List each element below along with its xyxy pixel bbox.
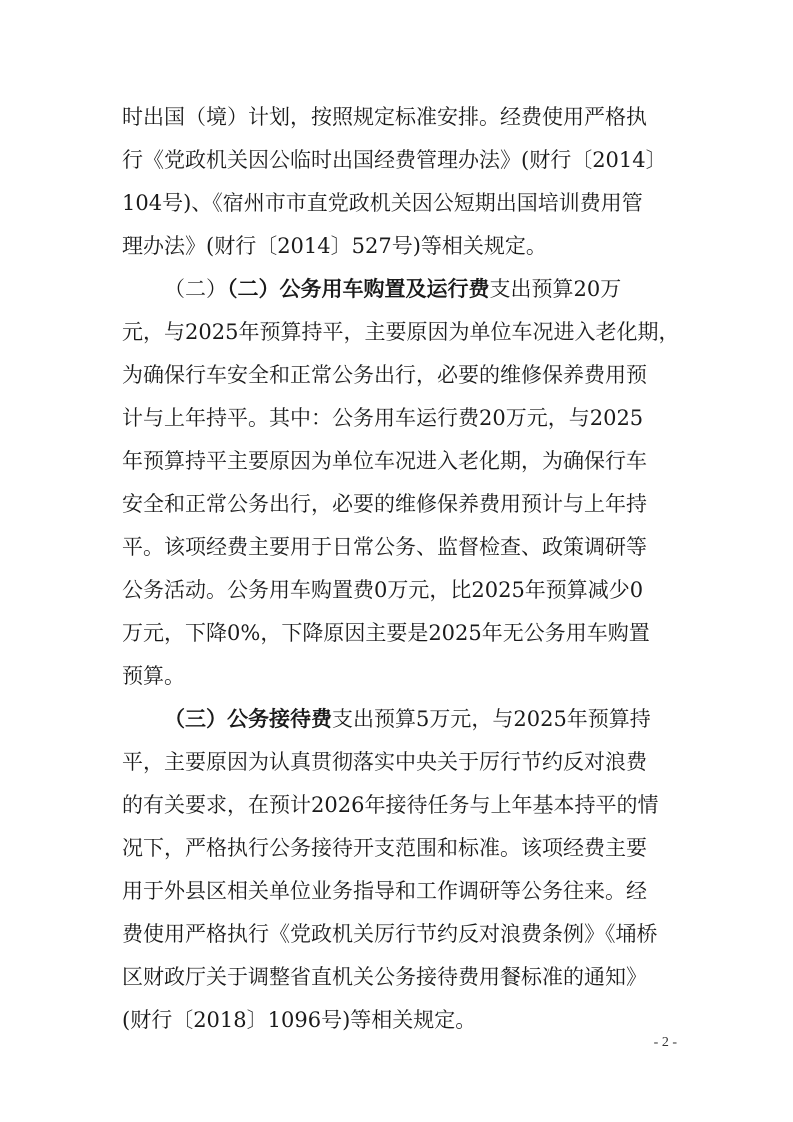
p1-line-1: 时出国（境）计划，按照规定标准安排。经费使用严格执 (122, 105, 647, 129)
p2-line-10: 预算。 (122, 664, 185, 688)
p3-line-4: 况下，严格执行公务接待开支范围和标准。该项经费主要 (122, 836, 647, 860)
p3-line-8: (财行〔2018〕1096号)等相关规定。 (122, 1008, 477, 1032)
p1-line-4: 理办法》(财行〔2014〕527号)等相关规定。 (122, 234, 547, 258)
p2-line-4: 计与上年持平。其中：公务用车运行费20万元，与2025 (122, 406, 644, 430)
p1-line-3: 104号)、《宿州市市直党政机关因公短期出国培训费用管 (122, 191, 643, 215)
p3-heading: （三）公务接待费 (164, 707, 332, 731)
p2-line-3: 为确保行车安全和正常公务出行，必要的维修保养费用预 (122, 363, 647, 387)
p3-first-line (164, 699, 682, 739)
p2-heading: （二）公务用车购置及运行费 (227, 277, 490, 301)
p2-line-7: 平。该项经费主要用于日常公务、监督检查、政策调研等 (122, 535, 647, 559)
p2-line-9: 万元，下降0%，下降原因主要是2025年无公务用车购置 (122, 621, 650, 645)
p2-line-5: 年预算持平主要原因为单位车况进入老化期，为确保行车 (122, 449, 647, 473)
p1-line-2: 行《党政机关因公临时出国经费管理办法》(财行〔2014〕 (122, 148, 667, 172)
p2-line-8: 公务活动。公务用车购置费0万元，比2025年预算减少0 (122, 578, 644, 602)
p2-first-line-rest: 支出预算20万 (489, 277, 622, 301)
p3-line-5: 用于外县区相关单位业务指导和工作调研等公务往来。经 (122, 879, 647, 903)
p2-first-line (164, 269, 682, 309)
p3-line-2: 平，主要原因为认真贯彻落实中央关于厉行节约反对浪费 (122, 750, 647, 774)
page-number: - 2 - (653, 1035, 677, 1050)
p3-first-line-rest: 支出预算5万元，与2025年预算持 (332, 707, 651, 731)
p2-heading-prefix: （二） (164, 277, 227, 301)
p3-line-7: 区财政厅关于调整省直机关公务接待费用餐标准的通知》 (122, 965, 647, 989)
p3-line-6: 费使用严格执行《党政机关厉行节约反对浪费条例》《埇桥 (122, 922, 658, 946)
p2-line-6: 安全和正常公务出行，必要的维修保养费用预计与上年持 (122, 492, 647, 516)
p3-line-3: 的有关要求，在预计2026年接待任务与上年基本持平的情 (122, 793, 659, 817)
p2-line-2: 元，与2025年预算持平，主要原因为单位车况进入老化期， (122, 320, 680, 344)
